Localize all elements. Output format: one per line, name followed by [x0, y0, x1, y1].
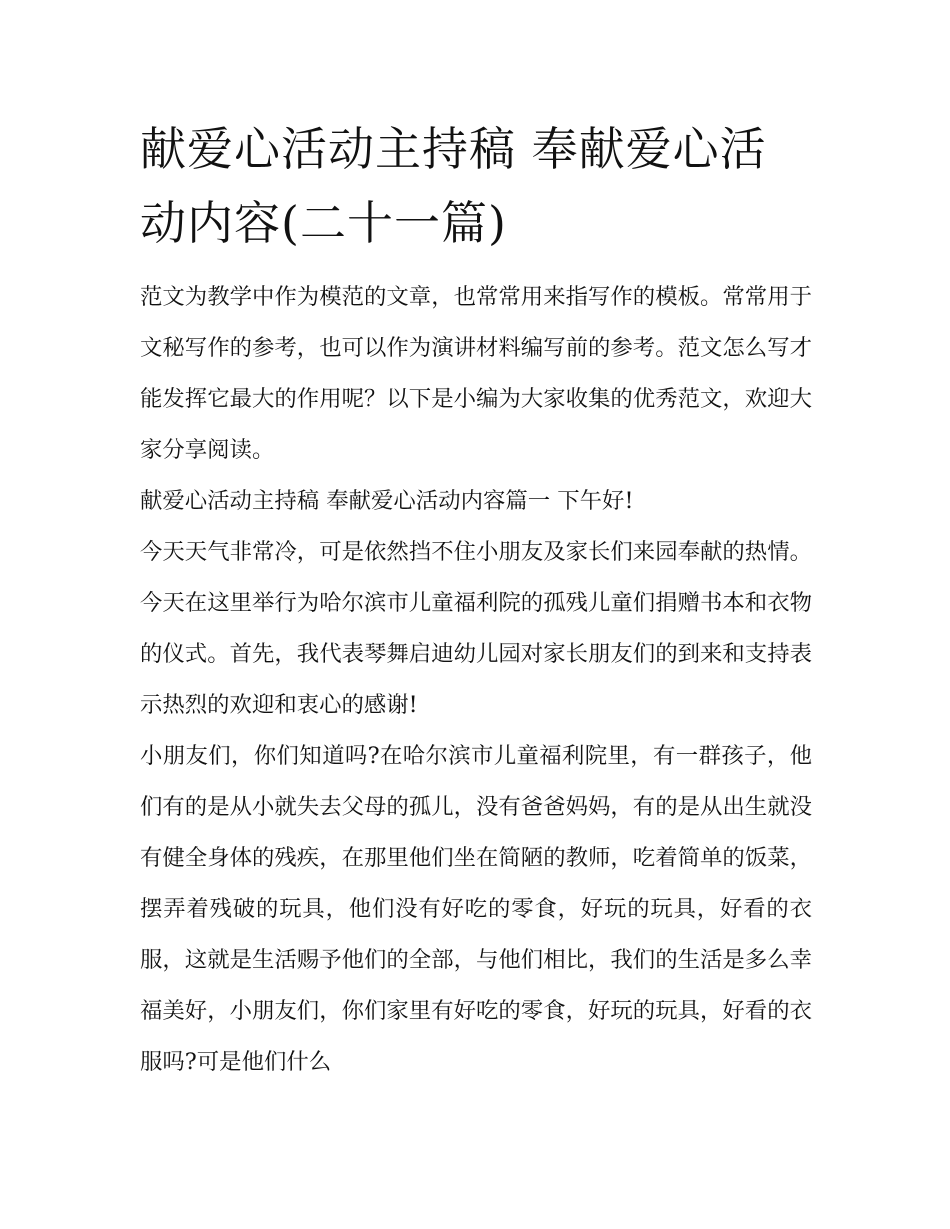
section-heading-line: 献爱心活动主持稿 奉献爱心活动内容篇一 下午好! [140, 488, 634, 514]
intro-paragraph: 范文为教学中作为模范的文章，也常常用来指写作的模板。常常用于文秘写作的参考，也可以作为演讲材料编写前的参考。范文怎么写才能发挥它最大的作用呢？以下是小编为大家收集的优秀范文，欢迎大家分享阅读。 [140, 284, 812, 463]
document-body [140, 112, 812, 1088]
document-title: 献爱心活动主持稿 奉献爱心活动内容(二十一篇) [140, 122, 767, 250]
body-paragraph: 小朋友们，你们知道吗?在哈尔滨市儿童福利院里，有一群孩子，他们有的是从小就失去父母的孤儿，没有爸爸妈妈，有的是从出生就没有健全身体的残疾，在那里他们坐在简陋的教师，吃着简单的饭菜，摆弄着残破的玩具，他们没有好吃的零食，好玩的玩具，好看的衣服，这就是生活赐予他们的全部，与他们相比，我们的生活是多么幸福美好，小朋友们，你们家里有好吃的零食，好玩的玩具，好看的衣服吗?可是他们什么 [140, 743, 812, 1075]
body-paragraph: 今天天气非常冷，可是依然挡不住小朋友及家长们来园奉献的热情。今天在这里举行为哈尔滨市儿童福利院的孤残儿童们捐赠书本和衣物的仪式。首先，我代表琴舞启迪幼儿园对家长朋友们的到来和支持表示热烈的欢迎和衷心的感谢! [140, 539, 812, 718]
